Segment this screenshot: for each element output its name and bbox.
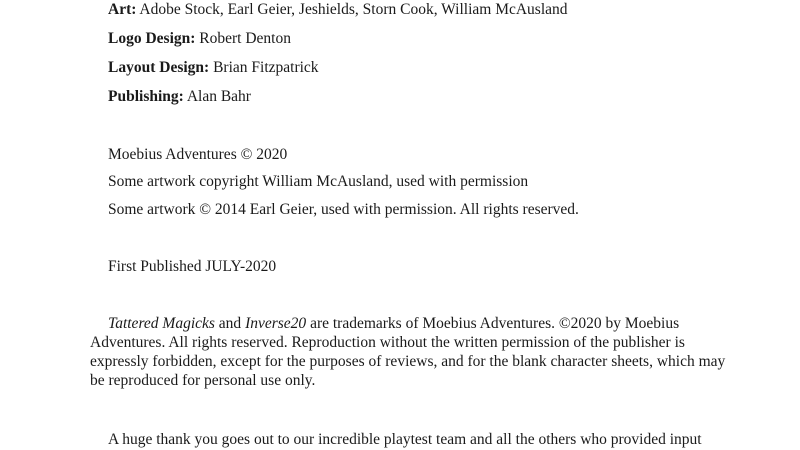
- credit-art: [108, 0, 568, 20]
- trademark-text: are trademarks of Moebius Adventures. ©2020 by Moebius Adventures. All rights reserved. Reproduction without the written permission of the publisher is expressly forbidden, except for the purposes of reviews, and for the blank character sheets, which may be reproduced for personal use only.: [90, 315, 726, 389]
- first-published: First Published JULY-2020: [108, 258, 277, 275]
- credit-label: Publishing:: [108, 88, 184, 105]
- credit-label: Art:: [108, 1, 137, 18]
- trademark-and: and: [214, 315, 246, 332]
- trademark-paragraph: [90, 314, 730, 390]
- credit-publishing: [108, 87, 251, 107]
- credit-value: Alan Bahr: [183, 88, 251, 105]
- thanks-paragraph: A huge thank you goes out to our incredible playtest team and all the others who provided input: [108, 431, 702, 448]
- title-inverse20: Inverse20: [245, 315, 307, 332]
- credit-logo-design: [108, 29, 291, 49]
- credit-value: Robert Denton: [195, 30, 291, 47]
- credit-label: Layout Design:: [108, 59, 210, 76]
- copyright-line-2: Some artwork copyright William McAusland, used with permission: [108, 173, 529, 190]
- copyright-line-1: Moebius Adventures © 2020: [108, 146, 288, 163]
- credit-value: Brian Fitzpatrick: [209, 59, 319, 76]
- credit-layout-design: [108, 58, 319, 78]
- credit-label: Logo Design:: [108, 30, 196, 47]
- credit-value: Adobe Stock, Earl Geier, Jeshields, Storn Cook, William McAusland: [136, 1, 568, 18]
- title-tattered-magicks: Tattered Magicks: [108, 315, 215, 332]
- copyright-line-3: Some artwork © 2014 Earl Geier, used with permission. All rights reserved.: [108, 201, 579, 218]
